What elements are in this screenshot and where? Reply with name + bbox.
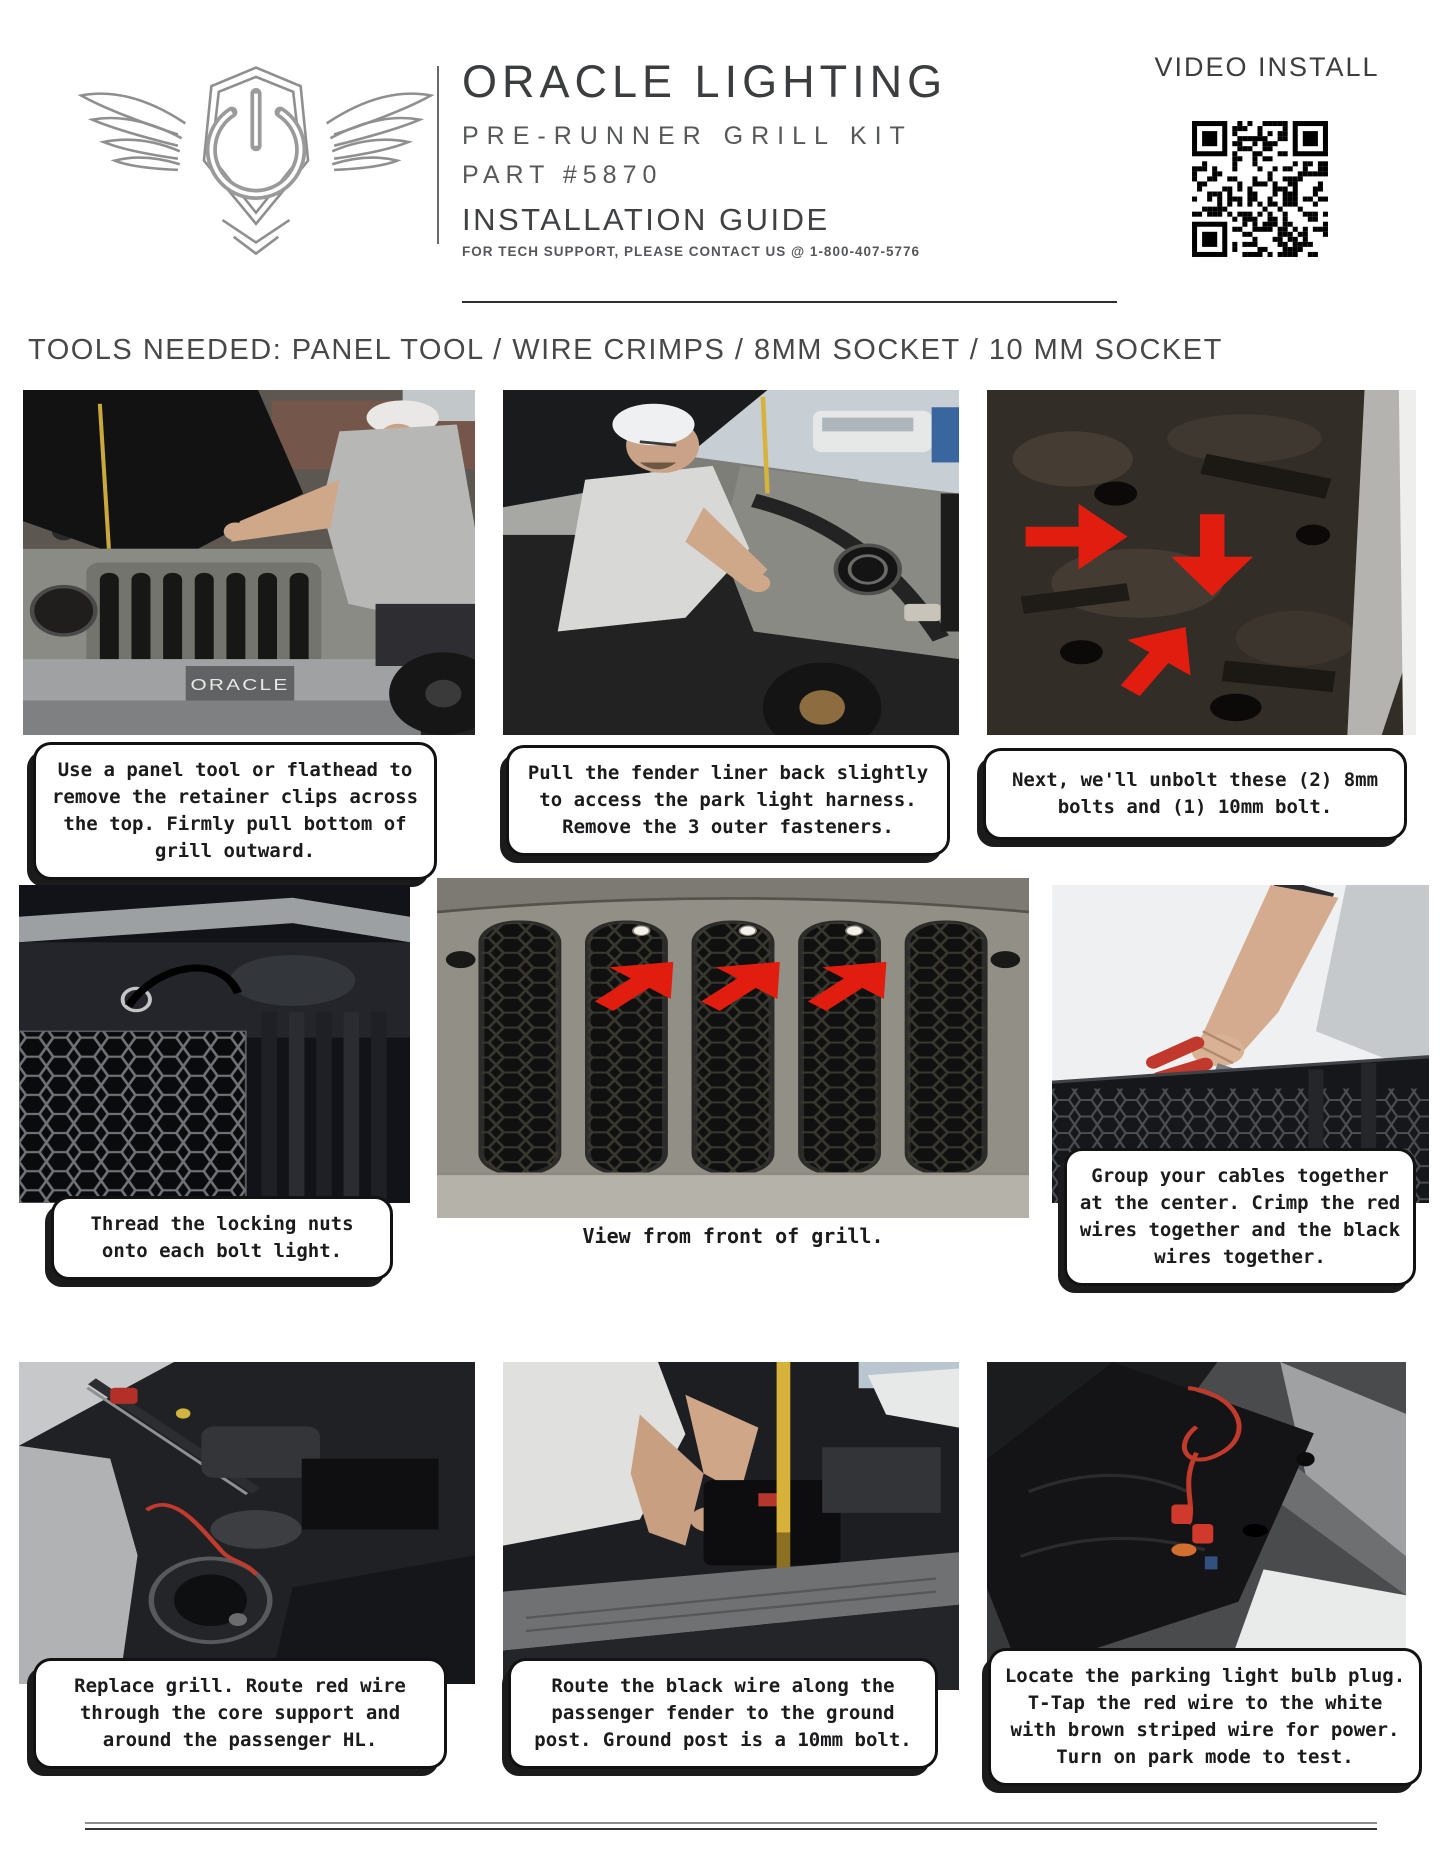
- step-5-photo-grill-front: [437, 878, 1029, 1218]
- step-1-photo-remove-grill: [23, 390, 475, 735]
- step-4-caption: Thread the locking nuts onto each bolt light.: [51, 1196, 393, 1280]
- t-tap-connector: [1192, 1524, 1213, 1543]
- header-divider: [437, 66, 439, 244]
- step-9-caption: Locate the parking light bulb plug. T-Tap the red wire to the white with brown striped wire for power. Turn on park mode to test.: [988, 1648, 1422, 1786]
- step-2-caption: Pull the fender liner back slightly to access the park light harness. Remove the 3 outer fasteners.: [506, 745, 950, 856]
- product-name: PRE-RUNNER GRILL KIT: [462, 122, 913, 150]
- document-title: INSTALLATION GUIDE: [462, 202, 830, 237]
- bumper-badge-text: ORACLE: [190, 675, 290, 694]
- dipstick-tube: [777, 1362, 791, 1533]
- support-line: FOR TECH SUPPORT, PLEASE CONTACT US @ 1-800-407-5776: [462, 244, 921, 259]
- video-install-label: VIDEO INSTALL: [1154, 52, 1380, 82]
- footer-rule: [85, 1822, 1377, 1830]
- step-1-caption: Use a panel tool or flathead to remove the retainer clips across the top. Firmly pull bottom of grill outward.: [33, 742, 437, 880]
- step-4-photo-grill-back: [19, 885, 410, 1203]
- step-2-photo-fender-liner: [503, 390, 959, 735]
- step-7-photo-replace-grill: [19, 1362, 475, 1684]
- part-number: PART #5870: [462, 161, 663, 189]
- step-3-caption: Next, we'll unbolt these (2) 8mm bolts and (1) 10mm bolt.: [983, 748, 1407, 840]
- step-3-photo-bolt-locations: [987, 390, 1416, 735]
- header-rule: [462, 301, 1117, 303]
- step-5-caption: View from front of grill.: [582, 1224, 884, 1248]
- step-7-caption: Replace grill. Route red wire through the core support and around the passenger HL.: [33, 1658, 447, 1769]
- qr-code: [1187, 114, 1333, 264]
- brand-title: ORACLE LIGHTING: [462, 56, 948, 107]
- step-6-caption: Group your cables together at the center. Crimp the red wires together and the black wires together.: [1064, 1148, 1416, 1286]
- step-9-photo-parking-light-plug: [987, 1362, 1406, 1686]
- oracle-logo: [70, 50, 442, 260]
- fastener-dot: [846, 926, 863, 936]
- header-title-block: [462, 56, 1022, 259]
- t-tap-connector: [1171, 1505, 1192, 1524]
- step-8-photo-route-ground: [503, 1362, 959, 1690]
- step-8-caption: Route the black wire along the passenger fender to the ground post. Ground post is a 10mm bolt.: [508, 1658, 938, 1769]
- fastener-dot: [740, 926, 757, 936]
- fastener-dot: [633, 926, 650, 936]
- tools-needed-line: TOOLS NEEDED: PANEL TOOL / WIRE CRIMPS / 8MM SOCKET / 10 MM SOCKET: [28, 334, 1223, 366]
